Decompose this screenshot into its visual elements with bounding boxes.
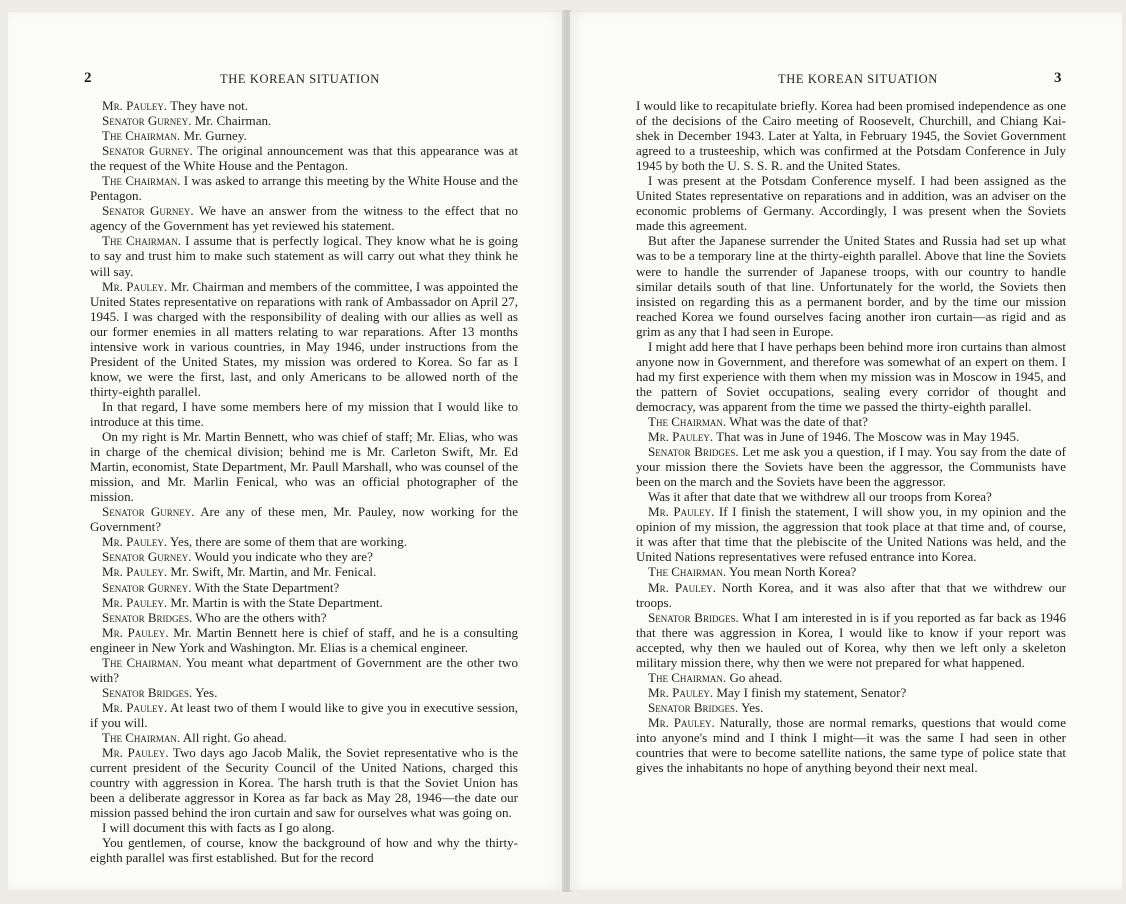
speaker-name: The Chairman. bbox=[648, 669, 727, 685]
speaker-name: The Chairman. bbox=[102, 173, 181, 189]
paragraph bbox=[636, 489, 1066, 504]
paragraph bbox=[90, 173, 518, 203]
paragraph bbox=[90, 534, 518, 549]
speaker-name: Senator Gurney. bbox=[102, 203, 194, 219]
paragraph-text: Are any of these men, Mr. Pauley, now working for the Government? bbox=[90, 504, 518, 535]
speaker-name: Mr. Pauley. bbox=[102, 624, 169, 640]
right-page bbox=[570, 12, 1122, 890]
speaker-name: Senator Bridges. bbox=[102, 684, 193, 700]
speaker-name: Senator Gurney. bbox=[102, 504, 195, 520]
paragraph bbox=[636, 233, 1066, 338]
paragraph-text: If I finish the statement, I will show you, in my opinion and the opinion of my mission, the aggression that took place at that time and, of course, it was after that time that the plebiscite of the United Nations was held, and the United Nations representatives were refused entrance into Korea. bbox=[636, 504, 1066, 565]
paragraph bbox=[90, 730, 518, 745]
speaker-name: Mr. Pauley. bbox=[102, 278, 168, 294]
speaker-name: The Chairman. bbox=[102, 128, 181, 144]
left-page bbox=[8, 12, 564, 890]
paragraph-text: Mr. Martin is with the State Department. bbox=[167, 594, 383, 610]
paragraph bbox=[90, 113, 518, 128]
paragraph bbox=[90, 429, 518, 504]
speaker-name: Senator Gurney. bbox=[102, 143, 193, 159]
page-number: 3 bbox=[1054, 70, 1062, 86]
paragraph bbox=[636, 173, 1066, 233]
paragraph bbox=[90, 399, 518, 429]
speaker-name: Senator Gurney. bbox=[102, 549, 192, 565]
paragraph-text: I was asked to arrange this meeting by the White House and the Pentagon. bbox=[90, 173, 518, 204]
speaker-name: Mr. Pauley. bbox=[648, 429, 714, 445]
paragraph-text: May I finish my statement, Senator? bbox=[713, 684, 907, 700]
running-head: THE KOREAN SITUATION bbox=[778, 72, 938, 86]
paragraph-text: What was the date of that? bbox=[726, 413, 868, 429]
speaker-name: Mr. Pauley. bbox=[102, 98, 168, 113]
paragraph bbox=[90, 98, 518, 113]
paragraph-text: In that regard, I have some members here of my mission that I would like to introduce at this time. bbox=[90, 398, 518, 429]
paragraph-text: Go ahead. bbox=[726, 669, 783, 685]
paragraph bbox=[90, 580, 518, 595]
paragraph-text: I was present at the Potsdam Conference myself. I had been assigned as the United States representative on reparations and in addition, was an adviser on the economic problems of Germany. Accordingly, I was present when the Soviets made this agreement. bbox=[636, 173, 1066, 234]
paragraph-text: You mean North Korea? bbox=[726, 564, 857, 580]
paragraph-text: Who are the others with? bbox=[192, 609, 327, 625]
paragraph-text: Was it after that date that we withdrew all our troops from Korea? bbox=[648, 489, 992, 505]
speaker-name: Mr. Pauley. bbox=[102, 745, 169, 761]
paragraph-text: You meant what department of Government are the other two with? bbox=[90, 654, 518, 685]
speaker-name: Mr. Pauley. bbox=[102, 594, 168, 610]
speaker-name: Mr. Pauley. bbox=[648, 504, 715, 520]
paragraph bbox=[636, 504, 1066, 564]
paragraph bbox=[636, 429, 1066, 444]
paragraph bbox=[90, 504, 518, 534]
paragraph-text: I would like to recapitulate briefly. Korea had been promised independence as one of the decisions of the Cairo meeting of Roosevelt, Churchill, and Chiang Kai-shek in December 1943. Later at Yalta, in February 1945, the Soviet Government agreed to a trusteeship, which was confirmed at the Potsdam Conference in July 1945 by both the U. S. S. R. and the United States. bbox=[636, 98, 1066, 174]
paragraph-text: On my right is Mr. Martin Bennett, who was chief of staff; Mr. Elias, who was in charge of the chemical division; behind me is Mr. Carleton Swift, Mr. Ed Martin, economist, State Department, Mr. Paull Marshall, who was counsel of the mission, and Mr. Marlin Fenical, who was an official photographer of the mission. bbox=[90, 429, 518, 505]
paragraph-text: You gentlemen, of course, know the background of how and why the thirty-eighth parallel was first established. But for the record bbox=[90, 835, 518, 866]
paragraph-text: But after the Japanese surrender the United States and Russia had set up what was to be a temporary line at the thirty-eighth parallel. Above that line the Soviets were to handle the surrender of Japanese troops, with our country to handle similar details south of that line. Unfortunately for the world, the Soviets then insisted on regarding this as a permanent border, and by the time our mission reached Korea we found ourselves facing another iron curtain—as rigid and as grim as any that I had seen in Europe. bbox=[636, 233, 1066, 339]
speaker-name: The Chairman. bbox=[102, 654, 182, 670]
paragraph bbox=[90, 143, 518, 173]
page-number: 2 bbox=[84, 70, 92, 86]
paragraph-text: Mr. Chairman. bbox=[191, 113, 272, 129]
speaker-name: Mr. Pauley. bbox=[648, 714, 715, 730]
paragraph-text: Mr. Swift, Mr. Martin, and Mr. Fenical. bbox=[167, 564, 377, 580]
paragraph bbox=[90, 203, 518, 233]
paragraph-text: Let me ask you a question, if I may. You say from the date of your mission there the Soviets have been the aggressor, the Communists have been on the march and the Soviets have been the aggressor. bbox=[636, 444, 1066, 490]
paragraph bbox=[636, 339, 1066, 414]
paragraph bbox=[636, 610, 1066, 670]
paragraph bbox=[90, 279, 518, 399]
paragraph-text: Two days ago Jacob Malik, the Soviet representative who is the current president of the Security Council of the United Nations, charged this country with aggression in Korea. The harsh truth is that the Soviet Union has been a deliberate aggressor in Korea as far back as May 28, 1946—the date our mission passed behind the iron curtain and saw for ourselves what was going on. bbox=[90, 745, 518, 821]
paragraph bbox=[90, 549, 518, 564]
paragraph-text: Yes, there are some of them that are working. bbox=[167, 534, 407, 550]
paragraph bbox=[636, 564, 1066, 579]
speaker-name: The Chairman. bbox=[102, 729, 181, 745]
paragraph bbox=[636, 580, 1066, 610]
paragraph-text: I will document this with facts as I go along. bbox=[102, 820, 335, 836]
paragraph-text: Yes. bbox=[738, 699, 764, 715]
paragraph bbox=[90, 835, 518, 865]
paragraph-text: Yes. bbox=[192, 684, 218, 700]
speaker-name: Mr. Pauley. bbox=[648, 579, 716, 595]
paragraph-text: I might add here that I have perhaps been behind more iron curtains than almost anyone now in Government, and therefore was somewhat of an expert on them. I had my first experience with them when my mission was in Moscow in 1945, and the pattern of Soviet occupations, sealing every corridor of thought and democracy, was apparent from the time we passed the thirty-eighth parallel. bbox=[636, 338, 1066, 414]
paragraph-text: North Korea, and it was also after that that we withdrew our troops. bbox=[636, 579, 1067, 610]
paragraph-text: We have an answer from the witness to the effect that no agency of the Government has yet reviewed his statement. bbox=[90, 203, 518, 234]
right-text-column bbox=[636, 98, 1066, 775]
paragraph bbox=[636, 700, 1066, 715]
paragraph-text: With the State Department? bbox=[191, 579, 340, 595]
paragraph bbox=[90, 745, 518, 820]
speaker-name: The Chairman. bbox=[648, 413, 727, 429]
paragraph-text: Mr. Martin Bennett here is chief of staff, and he is a consulting engineer in New York and Washington. Mr. Elias is a chemical engineer. bbox=[90, 624, 518, 655]
paragraph bbox=[90, 655, 518, 685]
paragraph-text: Naturally, those are normal remarks, questions that would come into anyone's mind and I think I might—it was the same I had seen in other countries that were to become satellite nations, the same type of police state that gives the inhabitants no hope of anything beyond their next meal. bbox=[636, 714, 1066, 776]
paragraph-text: That was in June of 1946. The Moscow was in May 1945. bbox=[713, 429, 1020, 445]
paragraph bbox=[90, 233, 518, 278]
paragraph bbox=[90, 700, 518, 730]
paragraph bbox=[90, 685, 518, 700]
speaker-name: Senator Gurney. bbox=[102, 113, 192, 129]
speaker-name: The Chairman. bbox=[102, 233, 182, 249]
paragraph bbox=[90, 564, 518, 579]
speaker-name: Mr. Pauley. bbox=[648, 684, 714, 700]
paragraph bbox=[90, 820, 518, 835]
paragraph-text: Mr. Gurney. bbox=[180, 128, 247, 144]
paragraph-text: Would you indicate who they are? bbox=[191, 549, 373, 565]
paragraph-text: All right. Go ahead. bbox=[180, 729, 287, 745]
speaker-name: Senator Gurney. bbox=[102, 579, 192, 595]
paragraph-text: What I am interested in is if you reported as far back as 1946 that there was aggression in Korea, I would like to know if your report was accepted, why then we hauled out of Korea, why then we left only a skeleton military mission there, why then we were not prepared for what happened. bbox=[636, 609, 1066, 670]
paragraph bbox=[90, 625, 518, 655]
speaker-name: Senator Bridges. bbox=[648, 609, 739, 625]
paragraph bbox=[636, 414, 1066, 429]
speaker-name: Mr. Pauley. bbox=[102, 699, 168, 715]
paragraph-text: The original announcement was that this appearance was at the request of the White House and the Pentagon. bbox=[90, 143, 518, 174]
speaker-name: Senator Bridges. bbox=[102, 609, 193, 625]
left-page-header bbox=[84, 70, 524, 87]
speaker-name: Senator Bridges. bbox=[648, 444, 739, 460]
speaker-name: The Chairman. bbox=[648, 564, 727, 580]
paragraph-text: At least two of them I would like to give you in executive session, if you will. bbox=[90, 699, 518, 730]
paragraph-text: They have not. bbox=[167, 98, 249, 113]
paragraph bbox=[90, 610, 518, 625]
paragraph-text: I assume that is perfectly logical. They know what he is going to say and trust him to make such statement as will carry out what they think he will say. bbox=[90, 233, 518, 279]
paragraph bbox=[90, 595, 518, 610]
paragraph bbox=[636, 670, 1066, 685]
speaker-name: Mr. Pauley. bbox=[102, 564, 168, 580]
paragraph bbox=[636, 444, 1066, 489]
left-text-column bbox=[90, 98, 518, 865]
speaker-name: Senator Bridges. bbox=[648, 699, 739, 715]
paragraph-text: Mr. Chairman and members of the committee, I was appointed the United States representative on reparations with rank of Ambassador on April 27, 1945. I was charged with the responsibility of dealing with our allies as well as our former enemies in all matters relating to war reparations. After 13 months intensive work in various countries, in May 1946, under instructions from the President of the United States, my mission was ordered to Korea. So far as I know, we were the first, last, and only Americans to be allowed north of the thirty-eighth parallel. bbox=[90, 278, 519, 399]
paragraph bbox=[636, 98, 1066, 173]
running-head: THE KOREAN SITUATION bbox=[220, 72, 380, 86]
paragraph bbox=[90, 128, 518, 143]
speaker-name: Mr. Pauley. bbox=[102, 534, 168, 550]
paragraph bbox=[636, 685, 1066, 700]
paragraph bbox=[636, 715, 1066, 775]
